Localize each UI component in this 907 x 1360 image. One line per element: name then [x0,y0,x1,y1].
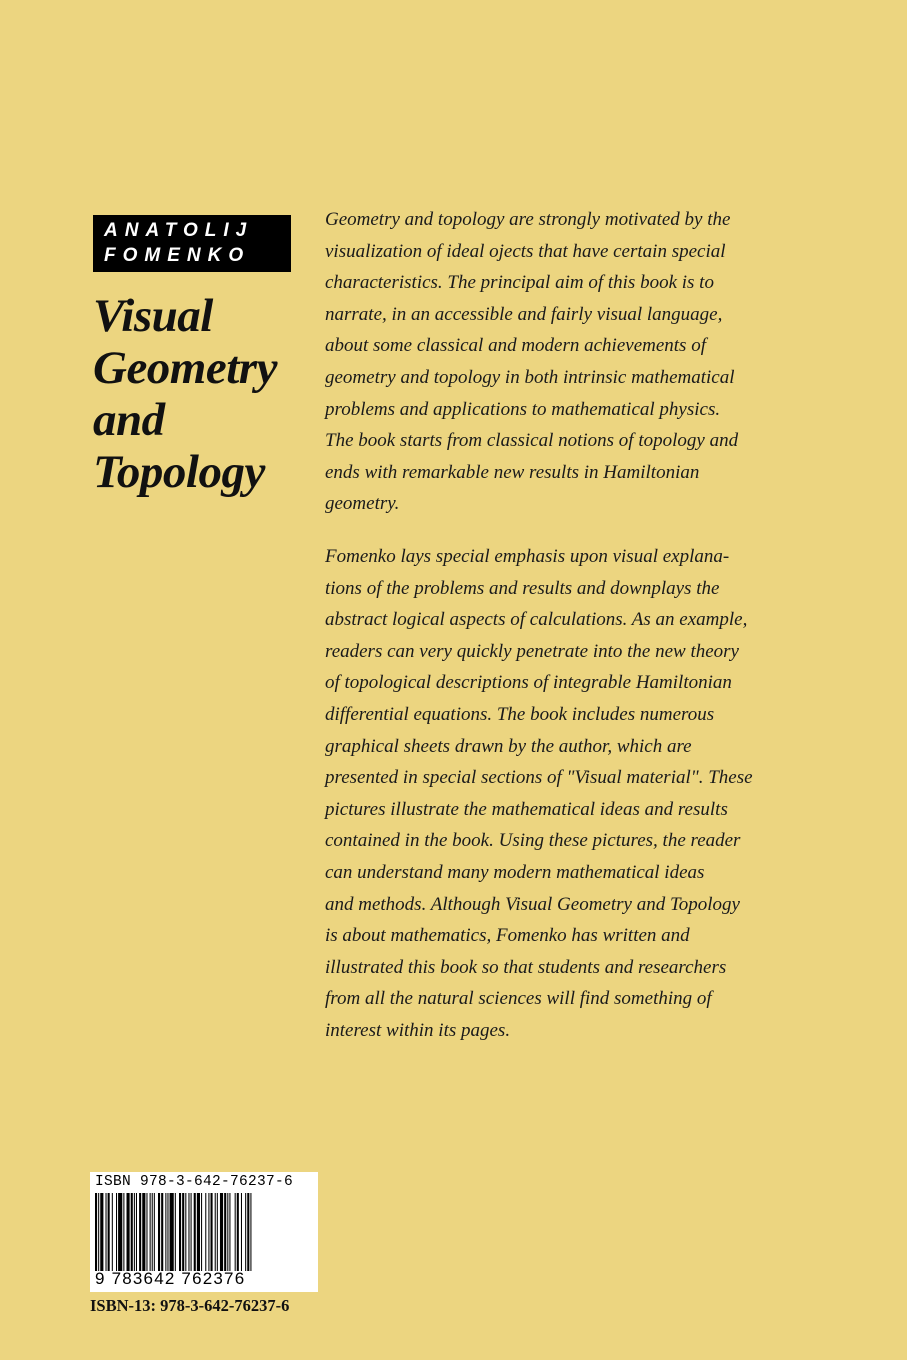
isbn-label: ISBN 978-3-642-76237-6 [95,1174,294,1190]
description-line: geometry. [325,493,400,515]
barcode-bar [108,1193,110,1271]
barcode-bar [220,1193,223,1271]
description-line: characteristics. The principal aim of this book is to [325,272,714,294]
title-line-1: Visual [93,290,213,342]
description-line: Fomenko lays special emphasis upon visual explana- [325,546,730,567]
barcode-bar [235,1193,236,1271]
barcode-bar [245,1193,246,1271]
description-line: illustrated this book so that students and researchers [325,956,727,978]
barcode-bar [142,1193,145,1271]
barcode-bar [161,1193,163,1271]
description-line: interest within its pages. [325,1019,511,1041]
barcode-bar [134,1193,135,1271]
description-line: pictures illustrate the mathematical ideas and results [325,798,728,820]
description-line: narrate, in an accessible and fairly visual language, [325,303,723,325]
barcode-bar [98,1193,99,1271]
barcode-bar [188,1193,189,1271]
barcode-bar [211,1193,213,1271]
description-line: abstract logical aspects of calculations. As an example, [325,609,748,631]
description-line: ends with remarkable new results in Hamiltonian [325,461,700,483]
barcode-bar [205,1193,206,1271]
barcode-bar [106,1193,107,1271]
title-line-2: Geometry [93,342,277,394]
description-line: tions of the problems and results and downplays the [325,577,720,599]
description-line: contained in the book. Using these pictures, the reader [325,830,741,852]
barcode-bar [131,1193,133,1271]
description-line: geometry and topology in both intrinsic mathematical [325,366,735,388]
barcode-bar [95,1193,97,1271]
description-line: about some classical and modern achievements of [325,335,706,357]
barcode-bar [100,1193,103,1271]
book-title [93,290,277,498]
barcode-bar [165,1193,166,1271]
barcode-bar [237,1193,239,1271]
barcode-bar [241,1193,242,1271]
barcode-bar [116,1193,117,1271]
description-line: The book starts from classical notions of topology and [325,430,739,452]
barcode-bar [191,1193,192,1271]
barcode-bar [227,1193,228,1271]
description-line: graphical sheets drawn by the author, which are [325,735,692,757]
description-line: readers can very quickly penetrate into the new theory [325,640,739,662]
barcode-bar [217,1193,218,1271]
description-paragraph-1 [325,204,795,520]
barcode-bar [170,1193,174,1271]
barcode-bar [229,1193,230,1271]
barcode-bar [167,1193,168,1271]
barcode-box [90,1172,318,1292]
barcode-bar [179,1193,181,1271]
barcode-bar [146,1193,147,1271]
description-line: of topological descriptions of integrable Hamiltonian [325,672,732,694]
description-line: problems and applications to mathematical physics. [325,398,721,420]
barcode-bar [250,1193,251,1271]
description-line: is about mathematics, Fomenko has written and [325,925,690,947]
description-line: presented in special sections of "Visual material". These [325,767,753,789]
title-line-4: Topology [93,446,265,498]
barcode-bar [247,1193,249,1271]
description-line: differential equations. The book includes numerous [325,703,715,725]
barcode-bar [150,1193,151,1271]
barcode-bar [224,1193,226,1271]
barcode-bar [175,1193,176,1271]
author-first-name: ANATOLIJ [104,220,254,241]
barcode-bar [158,1193,160,1271]
title-line-3: and [93,394,165,446]
barcode-bar [123,1193,124,1271]
description-line: and methods. Although Visual Geometry and Topology [325,893,740,915]
description-line: can understand many modern mathematical ideas [325,861,705,883]
barcode-bar [136,1193,137,1271]
barcode-bar [127,1193,130,1271]
barcode-bar [197,1193,200,1271]
description-line: Geometry and topology are strongly motivated by the [325,209,731,230]
isbn-13: ISBN-13: 978-3-642-76237-6 [90,1296,290,1315]
barcode-bar [152,1193,153,1271]
barcode-bar [112,1193,113,1271]
barcode-bar [139,1193,141,1271]
barcode-digits: 9 783642 762376 [95,1269,246,1288]
barcode-bar [208,1193,209,1271]
description-line: visualization of ideal ojects that have certain special [325,240,726,262]
barcode-bar [215,1193,216,1271]
barcode-icon [95,1193,314,1271]
author-last-name: FOMENKO [104,245,251,266]
barcode-bar [118,1193,122,1271]
description-paragraph-2 [325,541,795,1047]
description-line: from all the natural sciences will find something of [325,988,712,1010]
barcode-bar [201,1193,202,1271]
barcode-bar [194,1193,196,1271]
barcode-bar [185,1193,186,1271]
barcode-bar [182,1193,184,1271]
author-name-box [93,215,291,272]
barcode-bar [154,1193,155,1271]
